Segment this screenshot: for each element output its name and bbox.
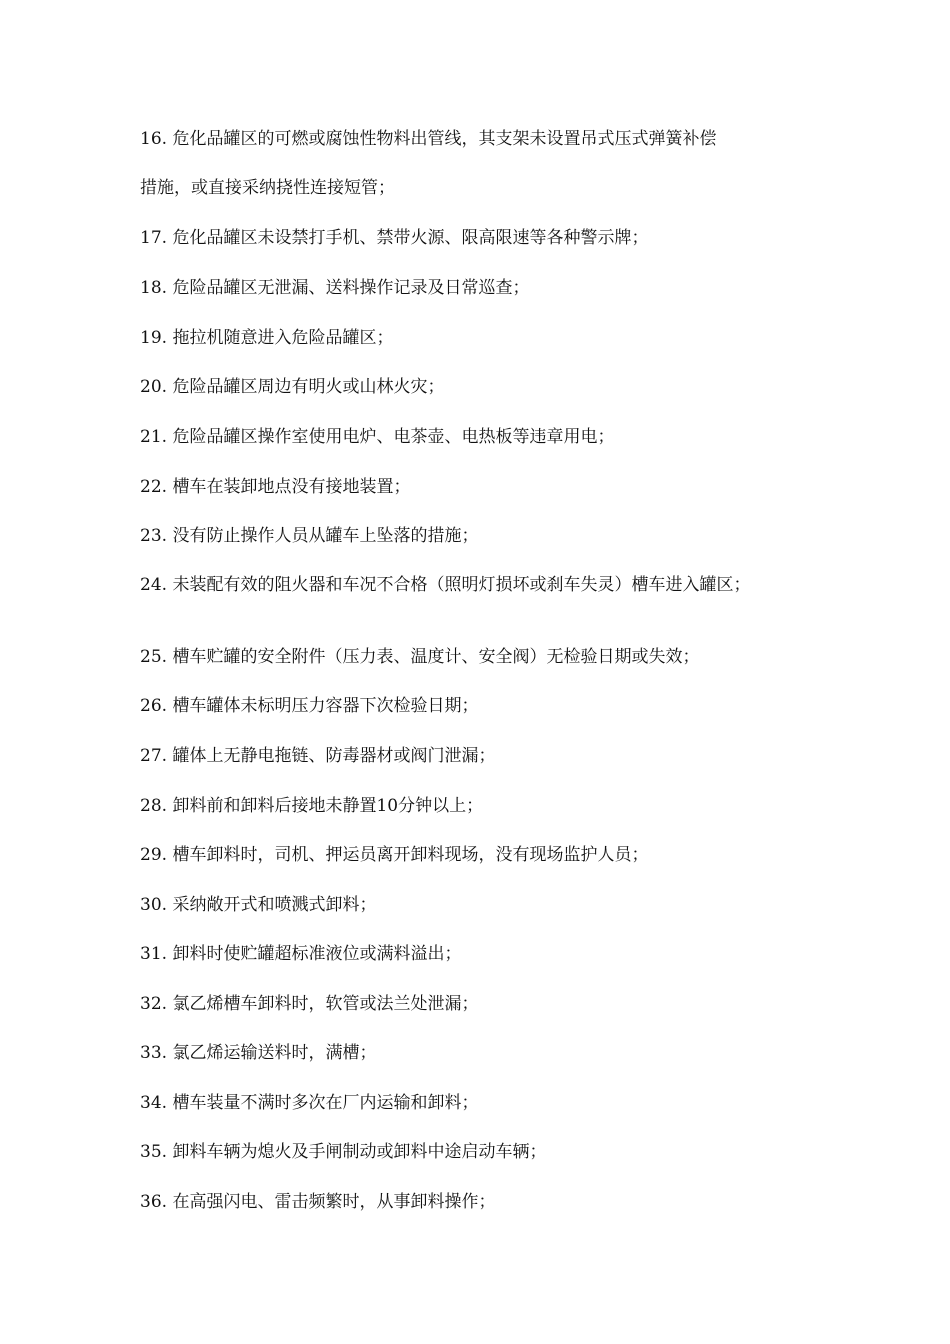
item-23: 23. 没有防止操作人员从罐车上坠落的措施； <box>140 526 479 546</box>
item-28: 28. 卸料前和卸料后接地未静置10分钟以上； <box>140 796 484 816</box>
item-29: 29. 槽车卸料时，司机、押运员离开卸料现场，没有现场监护人员； <box>140 845 649 865</box>
item-22: 22. 槽车在装卸地点没有接地装置； <box>140 477 411 497</box>
item-27: 27. 罐体上无静电拖链、防毒器材或阀门泄漏； <box>140 746 496 766</box>
item-25: 25. 槽车贮罐的安全附件（压力表、温度计、安全阀）无检验日期或失效； <box>140 647 700 667</box>
item-31: 31. 卸料时使贮罐超标准液位或满料溢出； <box>140 944 462 964</box>
item-34: 34. 槽车装量不满时多次在厂内运输和卸料； <box>140 1093 479 1113</box>
item-20: 20. 危险品罐区周边有明火或山林火灾； <box>140 377 445 397</box>
item-21: 21. 危险品罐区操作室使用电炉、电茶壶、电热板等违章用电； <box>140 427 615 447</box>
item-18: 18. 危险品罐区无泄漏、送料操作记录及日常巡查； <box>140 278 530 298</box>
item-16-line-1: 16. 危化品罐区的可燃或腐蚀性物料出管线，其支架未设置吊式压式弹簧补偿 <box>140 129 717 149</box>
item-16-line-2: 措施，或直接采纳挠性连接短管； <box>140 178 395 198</box>
item-17: 17. 危化品罐区未设禁打手机、禁带火源、限高限速等各种警示牌； <box>140 228 649 248</box>
item-33: 33. 氯乙烯运输送料时，满槽； <box>140 1043 377 1063</box>
item-19: 19. 拖拉机随意进入危险品罐区； <box>140 328 394 348</box>
item-24: 24. 未装配有效的阻火器和车况不合格（照明灯损坏或刹车失灵）槽车进入罐区； <box>140 575 751 595</box>
item-26: 26. 槽车罐体未标明压力容器下次检验日期； <box>140 696 479 716</box>
item-32: 32. 氯乙烯槽车卸料时，软管或法兰处泄漏； <box>140 994 479 1014</box>
item-36: 36. 在高强闪电、雷击频繁时，从事卸料操作； <box>140 1192 496 1212</box>
item-30: 30. 采纳敞开式和喷溅式卸料； <box>140 895 377 915</box>
item-35: 35. 卸料车辆为熄火及手闸制动或卸料中途启动车辆； <box>140 1142 547 1162</box>
